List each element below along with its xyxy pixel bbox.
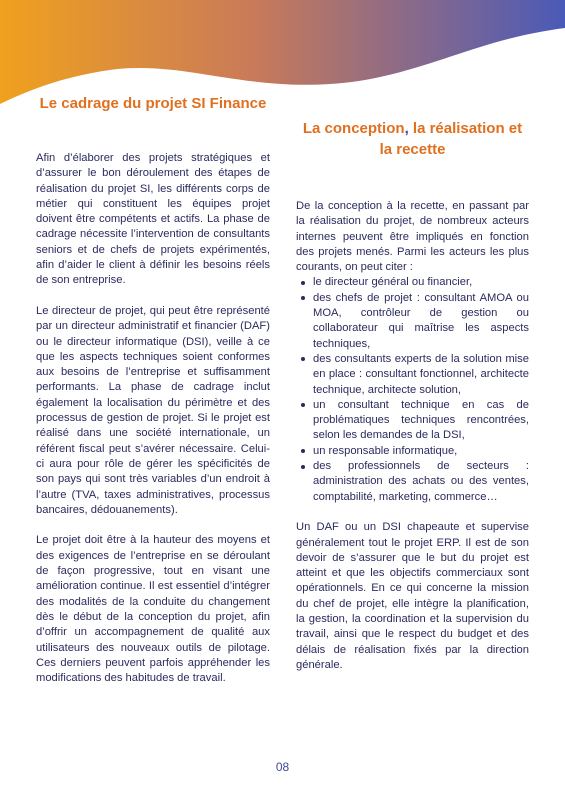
list-item [296,291,529,352]
bullet-icon [301,357,305,361]
list-item-text: un responsable informatique, [313,444,458,457]
bullet-icon [301,296,305,300]
right-closing-paragraph: Un DAF ou un DSI chapeaute et supervise généralement tout le projet ERP. Il est de son devoir de s’assurer que le but du projet est atteint et que les objectifs commerciaux sont opérationnels. En ce qui concerne la mission du chef de projet, elle intègre la planification, la gestion, la coordination et la supervision du travail, ainsi que le respect du budget et des délais de réalisation fixés par la direction générale. [296,521,529,671]
left-paragraph: Afin d’élaborer des projets stratégiques et d’assurer le bon déroulement des étapes de réalisation du projet SI, les différents corps de métier qui constituent les équipes projet doivent être compétents et actifs. La phase de cadrage nécessite l’intervention de consultants seniors et de chefs de projets expérimentés, afin d’aider le client à définir les besoins réels de son entreprise. [36,152,270,287]
list-item-text: des chefs de projet : consultant AMOA ou MOA, contrôleur de gestion ou collaborateur qui maîtrise les aspects techniques, [313,291,529,350]
list-item-text: un consultant technique en cas de problématiques techniques rencontrées, selon les demandes de la DSI, [313,398,529,442]
list-item-text: le directeur général ou financier, [313,276,473,289]
actors-list [296,275,529,504]
list-item [296,352,529,398]
bullet-icon [301,449,305,453]
right-heading-comma: , [404,120,409,137]
left-paragraph: Le directeur de projet, qui peut être représenté par un directeur administratif et financier (DAF) ou le directeur informatique (DSI), veille à ce que les aspects techniques soient conformes aux besoins de l’entreprise et suffisamment performants. La phase de cadrage inclut également la localisation du périmètre et des processus de gestion de projet. Si le projet est réalisé dans une société internationale, un référent fiscal peut s’avérer nécessaire. Celui-ci aura pour rôle de gérer les spécificités de son pays qui sont très variables d’un endroit à l’autre (TVA, taxes administratives, processus bancaires, dédouanements). [36,304,270,516]
right-heading [296,118,529,160]
left-column [36,93,270,686]
page-number: 08 [275,760,290,774]
left-paragraph: Le projet doit être à la hauteur des moyens et des exigences de l’entreprise en se déroulant de façon progressive, tout en visant une amélioration continue. Il est essentiel d’intégrer des modalités de la conduite du changement dès le début de la conception du projet, afin d’offrir un accompagnement de qualité aux utilisateurs des nouveaux outils de pilotage. Ces derniers peuvent parfois appréhender les modifications des habitudes de travail. [36,534,270,685]
right-heading-part1: La conception [302,120,405,137]
list-item-text: des consultants experts de la solution mise en place : consultant fonctionnel, architecte technique, architecte solution, [313,352,529,396]
right-column [296,118,529,673]
bullet-icon [301,281,305,285]
bullet-icon [301,465,305,469]
list-item [296,444,529,459]
list-item [296,459,529,505]
list-item-text: des professionnels de secteurs : administration des achats ou des ventes, comptabilité, marketing, commerce… [313,460,529,503]
right-intro-paragraph: De la conception à la recette, en passant par la réalisation du projet, de nombreux acteurs internes peuvent être impliqués en fonction des projets menés. Parmi les acteurs les plus courants, on peut citer : [296,200,529,274]
list-item [296,275,529,290]
left-heading: Le cadrage du projet SI Finance [39,95,267,112]
right-heading-part2: la réalisation et la recette [379,120,523,158]
list-item [296,398,529,444]
bullet-icon [301,403,305,407]
